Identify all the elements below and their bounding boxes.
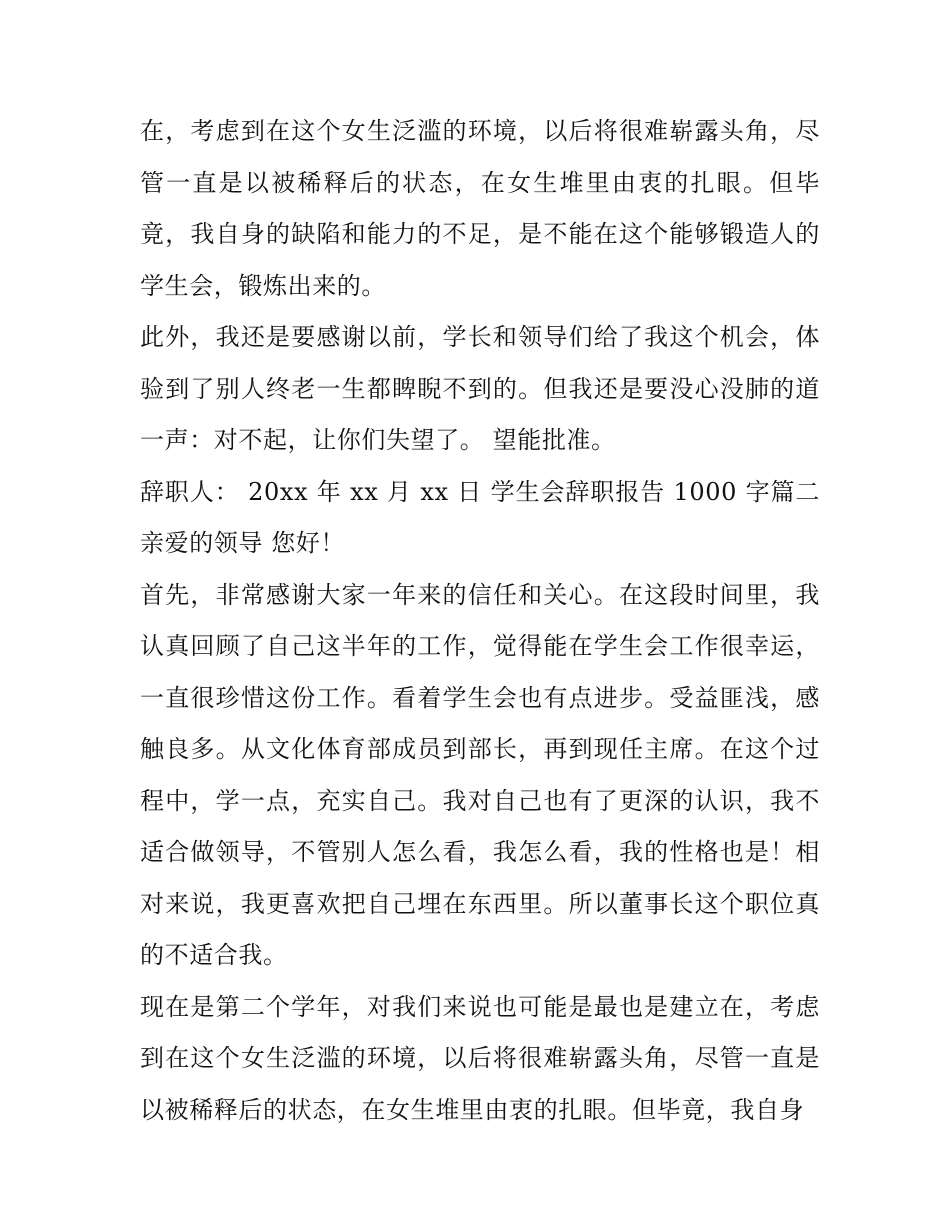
paragraph-5: 现在是第二个学年，对我们来说也可能是最也是建立在，考虑到在这个女生泛滥的环境，以后将很难崭露头角，尽管一直是以被稀释后的状态，在女生堆里由衷的扎眼。但毕竟，我自身: [140, 992, 820, 1124]
paragraph-1: 在，考虑到在这个女生泛滥的环境，以后将很难崭露头角，尽管一直是以被稀释后的状态，在女生堆里由衷的扎眼。但毕竟，我自身的缺陷和能力的不足，是不能在这个能够锻造人的学生会，锻炼出来的。: [140, 117, 820, 300]
document-page: [140, 106, 820, 1136]
paragraph-3: 辞职人： 20xx 年 xx 月 xx 日 学生会辞职报告 1000 字篇二 亲爱的领导 您好！: [140, 477, 820, 557]
paragraph-2: 此外，我还是要感谢以前，学长和领导们给了我这个机会，体验到了别人终老一生都睥睨不到的。但我还是要没心没肺的道一声：对不起，让你们失望了。 望能批准。: [140, 323, 820, 454]
paragraph-4: 首先，非常感谢大家一年来的信任和关心。在这段时间里，我认真回顾了自己这半年的工作，觉得能在学生会工作很幸运，一直很珍惜这份工作。看着学生会也有点进步。受益匪浅，感触良多。从文化体育部成员到部长，再到现任主席。在这个过程中，学一点，充实自己。我对自己也有了更深的认识，我不适合做领导，不管别人怎么看，我怎么看，我的性格也是！相对来说，我更喜欢把自己埋在东西里。所以董事长这个职位真的不适合我。: [140, 580, 820, 969]
